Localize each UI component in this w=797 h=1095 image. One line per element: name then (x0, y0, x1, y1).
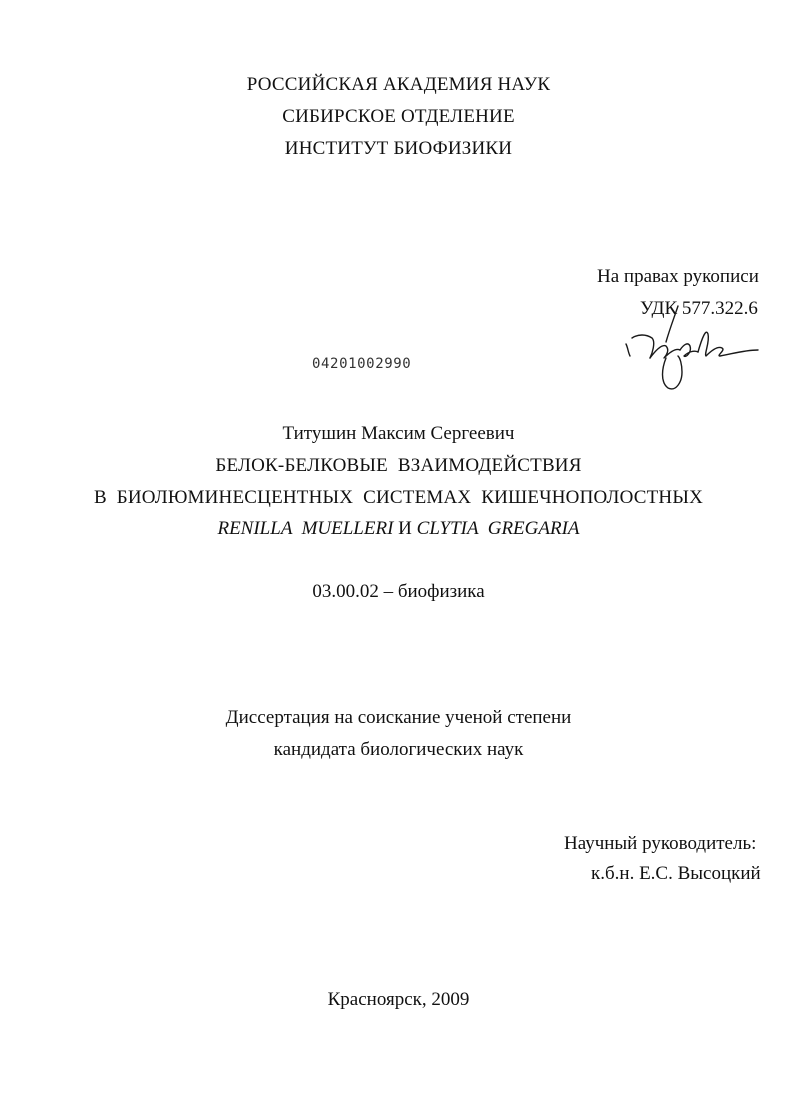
organization-line-3: ИНСТИТУТ БИОФИЗИКИ (284, 138, 513, 159)
manuscript-rights-label: На правах рукописи (597, 266, 759, 287)
supervisor-name: к.б.н. Е.С. Высоцкий (591, 863, 761, 884)
organization-line-2: СИБИРСКОЕ ОТДЕЛЕНИЕ (282, 106, 515, 127)
supervisor-label: Научный руководитель: (564, 833, 757, 854)
udk-code: УДК 577.322.6 (640, 298, 758, 319)
handwritten-signature (612, 298, 762, 398)
dissertation-title-line-2: В БИОЛЮМИНЕСЦЕНТНЫХ СИСТЕМАХ КИШЕЧНОПОЛОСТНЫХ (93, 487, 704, 508)
degree-line-1: Диссертация на соискание ученой степени (225, 707, 572, 728)
city-year: Красноярск, 2009 (327, 989, 470, 1010)
author-name: Титушин Максим Сергеевич (282, 423, 515, 444)
registry-number: 04201002990 (312, 356, 412, 372)
degree-line-2: кандидата биологических наук (273, 739, 524, 760)
specialty-code: 03.00.02 – биофизика (312, 581, 485, 602)
dissertation-title-line-3 (0, 518, 797, 540)
species-clytia: CLYTIA GREGARIA (416, 518, 580, 539)
organization-line-1: РОССИЙСКАЯ АКАДЕМИЯ НАУК (246, 74, 551, 95)
species-renilla: RENILLA MUELLERI (217, 518, 394, 539)
title-conjunction: И (393, 518, 417, 539)
dissertation-title-line-1: БЕЛОК-БЕЛКОВЫЕ ВЗАИМОДЕЙСТВИЯ (215, 455, 582, 476)
